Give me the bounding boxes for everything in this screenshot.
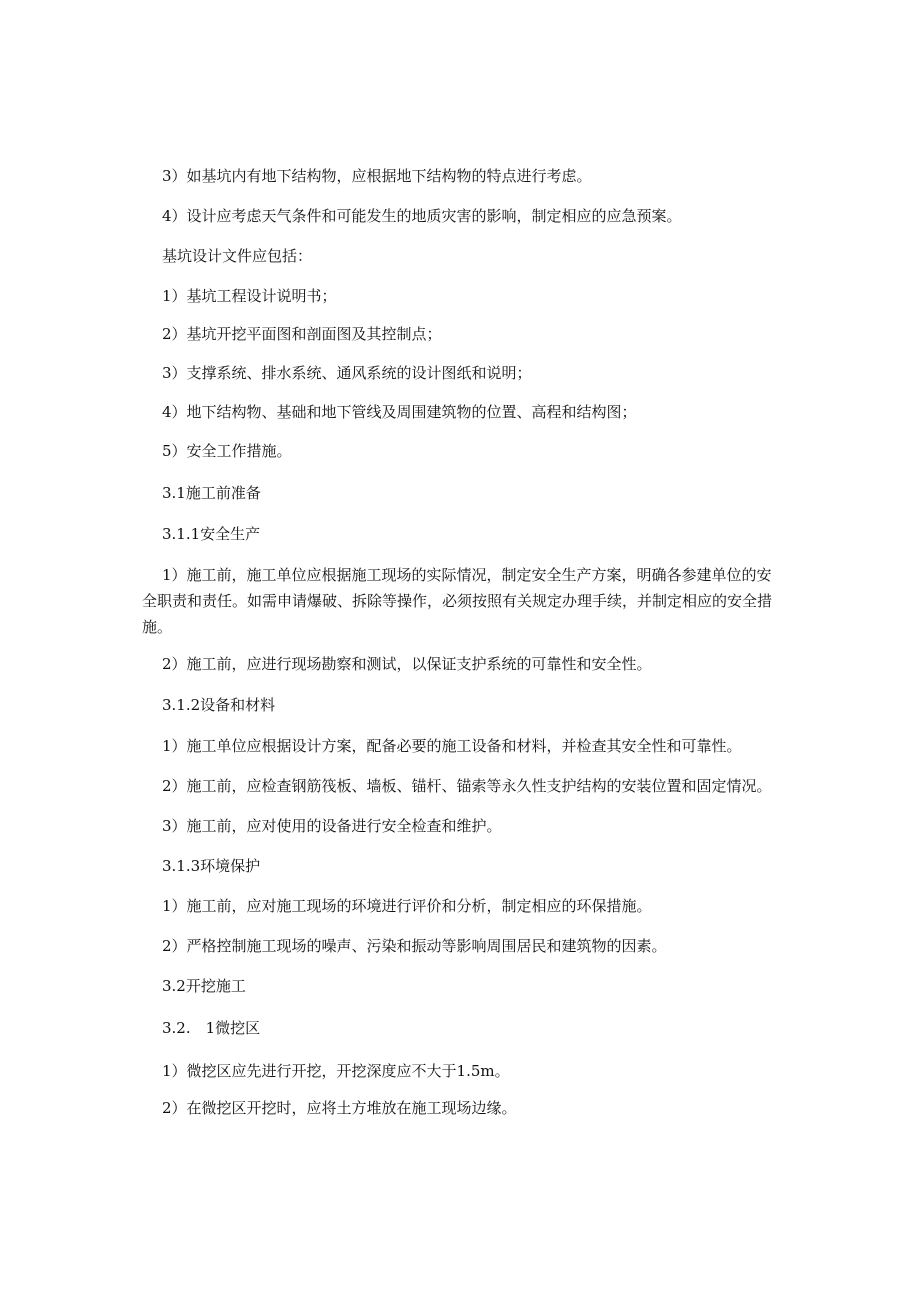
subsection-heading: 3.1.2设备和材料 bbox=[162, 696, 276, 714]
section-heading: 3.2开挖施工 bbox=[162, 977, 246, 995]
subsection-heading: 3.1.3环境保护 bbox=[162, 857, 261, 875]
paragraph: 基坑设计文件应包括： bbox=[162, 247, 313, 265]
section-heading: 3.1施工前准备 bbox=[162, 484, 261, 502]
list-item: 5）安全工作措施。 bbox=[162, 442, 292, 460]
list-item: 3）施工前，应对使用的设备进行安全检查和维护。 bbox=[162, 817, 502, 835]
list-item: 4）地下结构物、基础和地下管线及周围建筑物的位置、高程和结构图； bbox=[162, 403, 637, 421]
subsection-heading: 3.2. 1微挖区 bbox=[162, 1019, 261, 1037]
paragraph-line: 全职责和责任。如需申请爆破、拆除等操作，必须按照有关规定办理手续，并制定相应的安全措 bbox=[142, 592, 773, 610]
list-item: 2）施工前，应检查钢筋筏板、墙板、锚杆、锚索等永久性支护结构的安装位置和固定情况。 bbox=[162, 777, 772, 795]
paragraph-line: 1）施工前，施工单位应根据施工现场的实际情况，制定安全生产方案，明确各参建单位的安 bbox=[162, 566, 772, 584]
paragraph: 3）如基坑内有地下结构物，应根据地下结构物的特点进行考虑。 bbox=[162, 167, 592, 185]
list-item: 1）施工前，应对施工现场的环境进行评价和分析，制定相应的环保措施。 bbox=[162, 897, 652, 915]
subsection-heading: 3.1.1安全生产 bbox=[162, 525, 261, 543]
list-item: 1）基坑工程设计说明书； bbox=[162, 287, 337, 305]
list-item: 2）基坑开挖平面图和剖面图及其控制点； bbox=[162, 325, 442, 343]
list-item: 1）施工单位应根据设计方案，配备必要的施工设备和材料，并检查其安全性和可靠性。 bbox=[162, 737, 742, 755]
paragraph-line: 施。 bbox=[142, 618, 173, 636]
list-item: 3）支撑系统、排水系统、通风系统的设计图纸和说明； bbox=[162, 364, 532, 382]
list-item: 2）严格控制施工现场的噪声、污染和振动等影响周围居民和建筑物的因素。 bbox=[162, 937, 667, 955]
list-item: 2）施工前，应进行现场勘察和测试，以保证支护系统的可靠性和安全性。 bbox=[162, 655, 652, 673]
list-item: 2）在微挖区开挖时，应将土方堆放在施工现场边缘。 bbox=[162, 1099, 517, 1117]
paragraph: 4）设计应考虑天气条件和可能发生的地质灾害的影响，制定相应的应急预案。 bbox=[162, 207, 682, 225]
list-item: 1）微挖区应先进行开挖，开挖深度应不大于1.5m。 bbox=[162, 1062, 510, 1080]
